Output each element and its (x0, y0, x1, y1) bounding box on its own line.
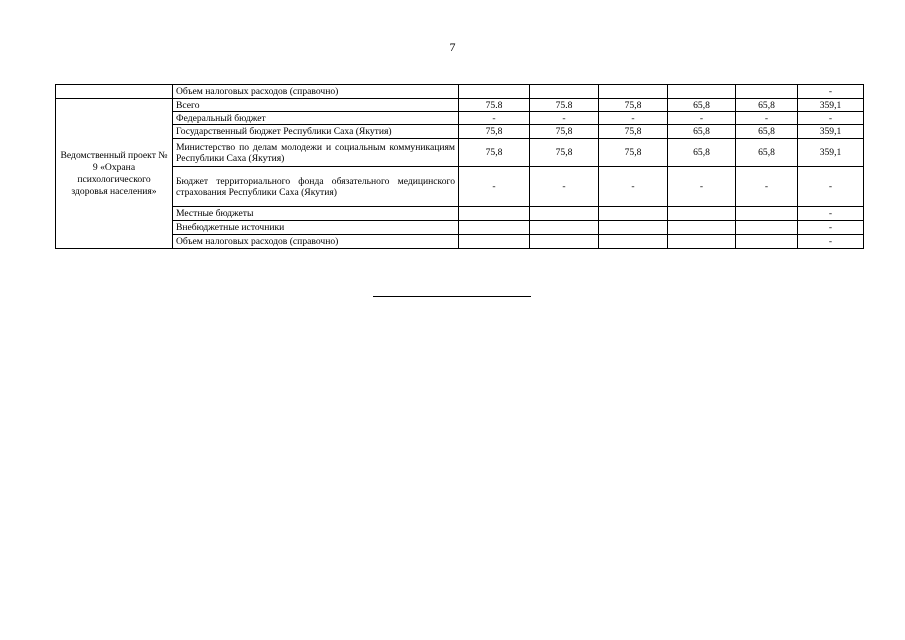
federal-budget-row (56, 112, 864, 125)
state-budget-row (56, 125, 864, 139)
value-cell: 359,1 (798, 125, 864, 139)
value-cell: 75.8 (530, 99, 599, 112)
value-cell (530, 221, 599, 235)
row-label: Внебюджетные источники (173, 221, 459, 235)
value-cell (459, 221, 530, 235)
value-cell: - (599, 112, 668, 125)
value-cell: 65,8 (668, 125, 736, 139)
tax-expenditure-row-top (56, 85, 864, 99)
value-cell: 65,8 (668, 99, 736, 112)
value-cell (530, 85, 599, 99)
value-cell: - (530, 167, 599, 207)
value-cell: 65,8 (736, 139, 798, 167)
value-cell: 75,8 (530, 139, 599, 167)
row-label: Государственный бюджет Республики Саха (Якутия) (173, 125, 459, 139)
total-row (56, 99, 864, 112)
value-cell: - (798, 85, 864, 99)
value-cell: - (798, 167, 864, 207)
budget-table (55, 84, 864, 249)
value-cell (668, 85, 736, 99)
value-cell: 65,8 (736, 99, 798, 112)
value-cell (599, 235, 668, 249)
value-cell (459, 85, 530, 99)
value-cell: - (530, 112, 599, 125)
empty-project-cell (56, 85, 173, 99)
value-cell: - (599, 167, 668, 207)
value-cell: 75.8 (459, 99, 530, 112)
value-cell: 75,8 (459, 139, 530, 167)
value-cell: 75,8 (459, 125, 530, 139)
ministry-row (56, 139, 864, 167)
value-cell: - (668, 167, 736, 207)
value-cell (668, 235, 736, 249)
page-number: 7 (449, 40, 456, 54)
row-label: Всего (173, 99, 459, 112)
value-cell: - (798, 207, 864, 221)
value-cell (459, 235, 530, 249)
value-cell: - (798, 112, 864, 125)
value-cell: - (736, 112, 798, 125)
row-label: Министерство по делам молодежи и социальным коммуникациям Республики Саха (Якутия) (173, 139, 459, 167)
value-cell: 359,1 (798, 139, 864, 167)
value-cell: - (798, 221, 864, 235)
value-cell (459, 207, 530, 221)
value-cell: 75,8 (530, 125, 599, 139)
value-cell: 75,8 (599, 125, 668, 139)
row-label: Местные бюджеты (173, 207, 459, 221)
value-cell: - (668, 112, 736, 125)
value-cell: - (459, 167, 530, 207)
value-cell (599, 85, 668, 99)
value-cell: 65,8 (736, 125, 798, 139)
insurance-fund-row (56, 167, 864, 207)
value-cell (599, 221, 668, 235)
value-cell (736, 85, 798, 99)
value-cell (530, 207, 599, 221)
value-cell (736, 235, 798, 249)
value-cell (530, 235, 599, 249)
project-name-cell: Ведомственный проект № 9 «Охрана психологического здоровья населения» (56, 99, 173, 249)
value-cell: 359,1 (798, 99, 864, 112)
value-cell: 65,8 (668, 139, 736, 167)
value-cell: - (736, 167, 798, 207)
end-separator-line (373, 296, 531, 297)
value-cell: - (459, 112, 530, 125)
row-label: Федеральный бюджет (173, 112, 459, 125)
value-cell (668, 207, 736, 221)
row-label: Объем налоговых расходов (справочно) (173, 85, 459, 99)
value-cell: 75,8 (599, 139, 668, 167)
local-budgets-row (56, 207, 864, 221)
tax-expenditure-row (56, 235, 864, 249)
value-cell (668, 221, 736, 235)
off-budget-sources-row (56, 221, 864, 235)
value-cell (599, 207, 668, 221)
row-label: Бюджет территориального фонда обязательного медицинского страхования Республики Саха (Якутия) (173, 167, 459, 207)
value-cell (736, 221, 798, 235)
row-label: Объем налоговых расходов (справочно) (173, 235, 459, 249)
value-cell: - (798, 235, 864, 249)
value-cell (736, 207, 798, 221)
value-cell: 75,8 (599, 99, 668, 112)
